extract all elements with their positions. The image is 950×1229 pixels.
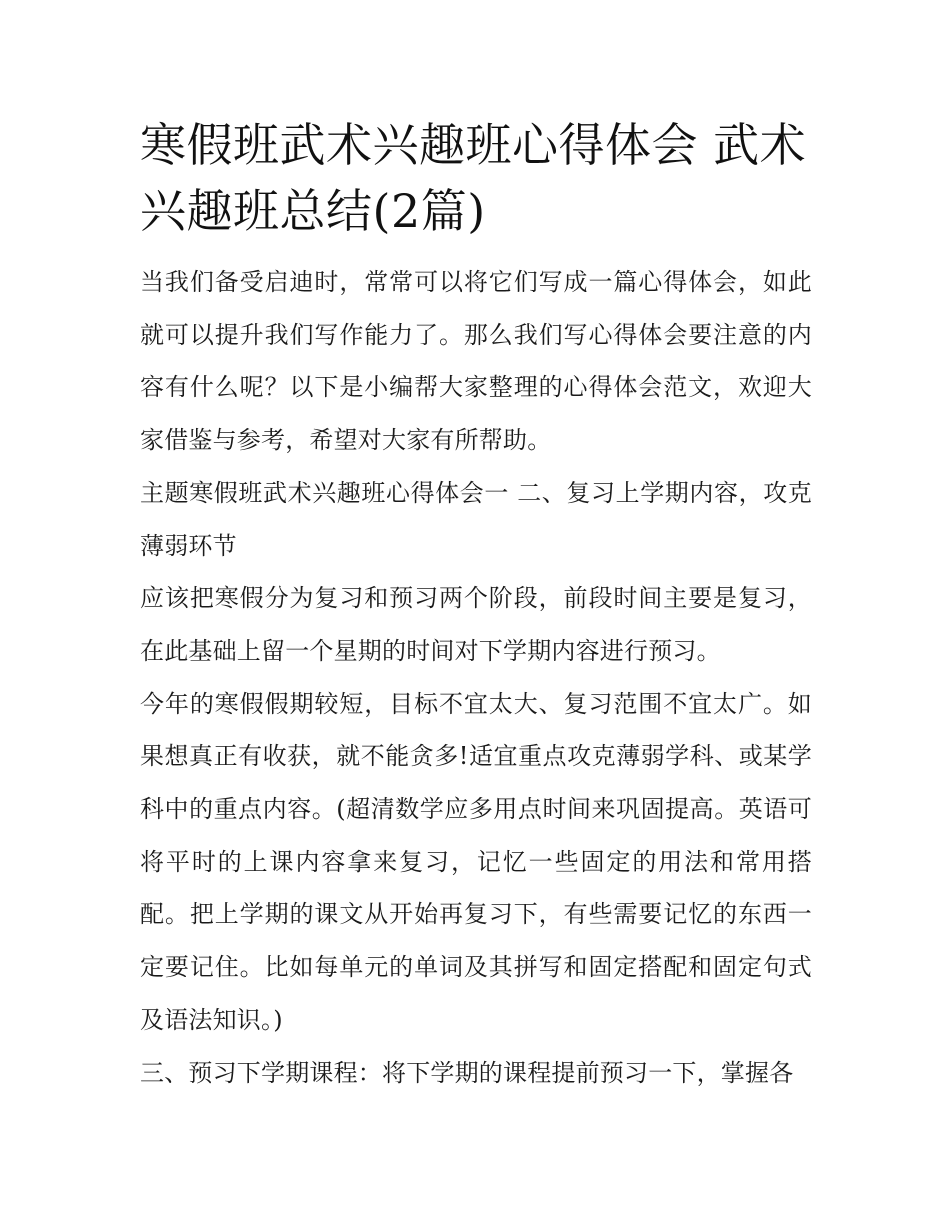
document-body xyxy=(140,256,812,1099)
paragraph-intro: 当我们备受启迪时，常常可以将它们写成一篇心得体会，如此就可以提升我们写作能力了。那么我们写心得体会要注意的内容有什么呢？以下是小编帮大家整理的心得体会范文，欢迎大家借鉴与参考，希望对大家有所帮助。 xyxy=(140,268,812,455)
paragraph-topic-heading: 主题寒假班武术兴趣班心得体会一 二、复习上学期内容，攻克薄弱环节 xyxy=(140,478,812,560)
document-title: 寒假班武术兴趣班心得体会 武术兴趣班总结(2篇) xyxy=(140,118,807,238)
document-content xyxy=(140,112,812,1099)
paragraph-review-details: 今年的寒假假期较短，目标不宜太大、复习范围不宜太广。如果想真正有收获，就不能贪多!适宜重点攻克薄弱学科、或某学科中的重点内容。(超清数学应多用点时间来巩固提高。英语可将平时的上课内容拿来复习，记忆一些固定的用法和常用搭配。把上学期的课文从开始再复习下，有些需要记忆的东西一定要记住。比如每单元的单词及其拼写和固定搭配和固定句式及语法知识。) xyxy=(140,689,812,1034)
paragraph-review-plan: 应该把寒假分为复习和预习两个阶段，前段时间主要是复习，在此基础上留一个星期的时间对下学期内容进行预习。 xyxy=(140,584,812,665)
paragraph-preview: 三、预习下学期课程：将下学期的课程提前预习一下，掌握各 xyxy=(140,1058,794,1087)
